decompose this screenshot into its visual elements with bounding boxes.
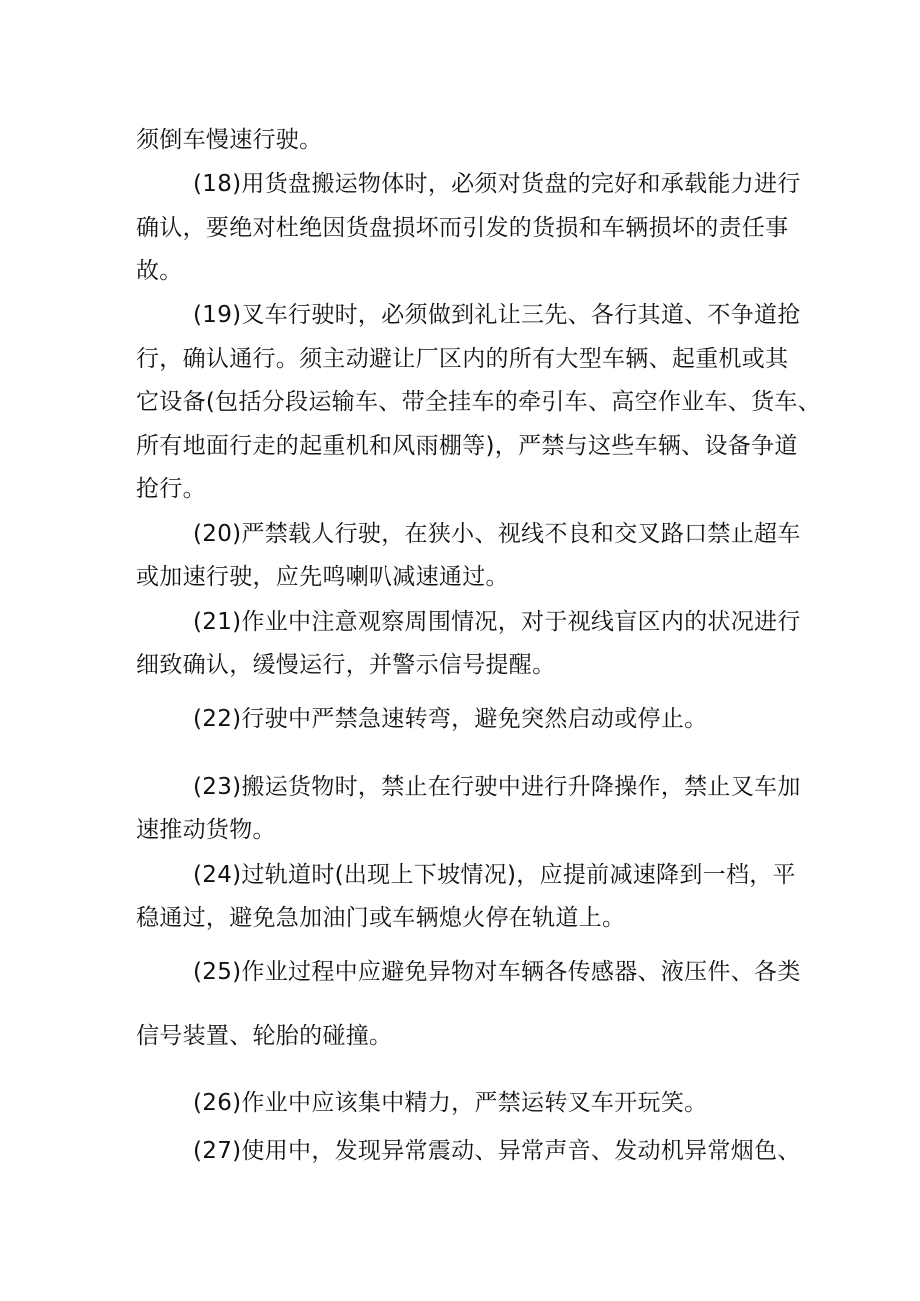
text-line: 须倒车慢速行驶。 [136, 127, 323, 153]
text-line: 确认，要绝对杜绝因货盘损坏而引发的货损和车辆损坏的责任事 [136, 215, 789, 241]
text-line: 细致确认，缓慢运行，并警示信号提醒。 [136, 652, 556, 678]
text-line: 稳通过，避免急加油门或车辆熄火停在轨道上。 [136, 905, 626, 931]
text-line: (18)用货盘搬运物体时，必须对货盘的完好和承载能力进行 [193, 171, 801, 197]
text-line: 速推动货物。 [136, 817, 276, 843]
text-line: 故。 [136, 258, 183, 284]
text-line: 行，确认通行。须主动避让厂区内的所有大型车辆、起重机或其 [136, 346, 789, 372]
text-line: (22)行驶中严禁急速转弯，避免突然启动或停止。 [193, 706, 708, 732]
text-line: (20)严禁载人行驶，在狭小、视线不良和交叉路口禁止超车 [193, 521, 801, 547]
text-line: (25)作业过程中应避免异物对车辆各传感器、液压件、各类 [193, 959, 801, 985]
text-line: (27)使用中，发现异常震动、异常声音、发动机异常烟色、 [193, 1138, 801, 1164]
text-line: 或加速行驶，应先鸣喇叭减速通过。 [136, 564, 509, 590]
text-line: 所有地面行走的起重机和风雨棚等)，严禁与这些车辆、设备争道 [136, 433, 798, 459]
text-line: (24)过轨道时(出现上下坡情况)，应提前减速降到一档，平 [193, 862, 796, 888]
text-line: 信号装置、轮胎的碰撞。 [136, 1023, 393, 1049]
text-line: (26)作业中应该集中精力，严禁运转叉车开玩笑。 [193, 1090, 708, 1116]
text-line: (19)叉车行驶时，必须做到礼让三先、各行其道、不争道抢 [193, 302, 801, 328]
text-line: 它设备(包括分段运输车、带全挂车的牵引车、高空作业车、货车、 [136, 389, 821, 415]
text-line: (23)搬运货物时，禁止在行驶中进行升降操作，禁止叉车加 [193, 774, 801, 800]
text-line: (21)作业中注意观察周围情况，对于视线盲区内的状况进行 [193, 609, 801, 635]
text-line: 抢行。 [136, 476, 206, 502]
